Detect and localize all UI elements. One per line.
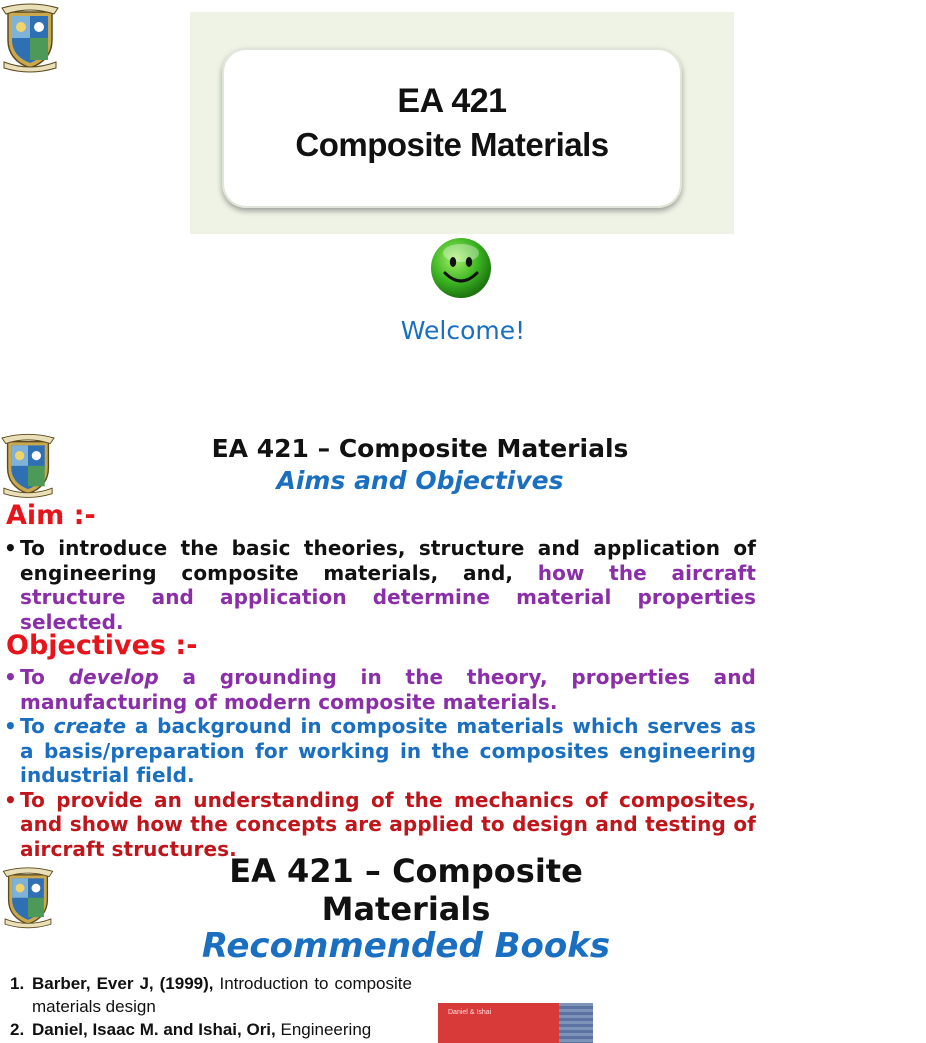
objective-text: a grounding in the theory, properties and manufacturing of modern composite materials. <box>20 665 756 714</box>
course-code: EA 421 <box>397 82 507 120</box>
objective-text: To provide an understanding of the mechanics of composites, and show how the concepts are applied to design and testing of aircraft structures. <box>20 787 756 861</box>
book-cover-image <box>438 1003 593 1043</box>
aim-heading: Aim :- <box>6 500 96 531</box>
book-item <box>10 1018 412 1041</box>
book-cover-stripe <box>559 1003 593 1043</box>
objectives-heading: Objectives :- <box>6 630 198 661</box>
title-banner <box>190 12 734 234</box>
book-number: 1. <box>10 974 25 993</box>
objective-emphasis: develop <box>68 665 159 689</box>
objective-lead: To <box>20 665 45 689</box>
slide-subtitle: Recommended Books <box>201 926 611 966</box>
aims-objectives-slide <box>0 428 768 860</box>
objective-emphasis: create <box>53 714 127 738</box>
book-title: Introduction to composite materials design <box>32 974 412 1016</box>
title-card <box>222 48 682 208</box>
crest-logo-icon <box>2 432 54 496</box>
aim-item <box>4 536 756 634</box>
aim-text-highlight: how the aircraft structure and application determine material properties selected. <box>20 560 756 634</box>
book-title: Engineering <box>280 1020 372 1039</box>
objective-text: a background in composite materials which serves as a basis/preparation for working in the composites engineering industrial field. <box>20 714 756 787</box>
title-slide <box>0 0 768 420</box>
slide-title: EA 421 – Composite <box>229 852 583 890</box>
crest-logo-icon <box>2 2 58 70</box>
objective-item <box>4 665 756 714</box>
book-list <box>10 972 412 1041</box>
objectives-list <box>4 665 756 861</box>
book-item <box>10 972 412 1018</box>
book-author: Barber, Ever J, (1999), <box>32 974 214 993</box>
aim-list <box>4 536 756 634</box>
welcome-text: Welcome! <box>400 316 526 345</box>
recommended-books-slide <box>0 852 768 1039</box>
aim-text: To introduce the basic theories, structure and application of engineering composite materials, and, <box>20 536 756 585</box>
book-number: 2. <box>10 1020 25 1039</box>
book-author: Daniel, Isaac M. and Ishai, Ori, <box>32 1020 276 1039</box>
objective-item <box>4 788 756 862</box>
slide-title-line2: Materials <box>321 890 491 928</box>
course-name: Composite Materials <box>295 126 609 163</box>
slide-title: EA 421 – Composite Materials <box>211 434 629 463</box>
smiley-icon <box>430 237 492 299</box>
objective-item <box>4 714 756 788</box>
book-cover-text: Daniel & Ishai <box>448 1009 492 1016</box>
objective-lead: To <box>20 714 45 738</box>
slide-subtitle: Aims and Objectives <box>276 466 564 495</box>
